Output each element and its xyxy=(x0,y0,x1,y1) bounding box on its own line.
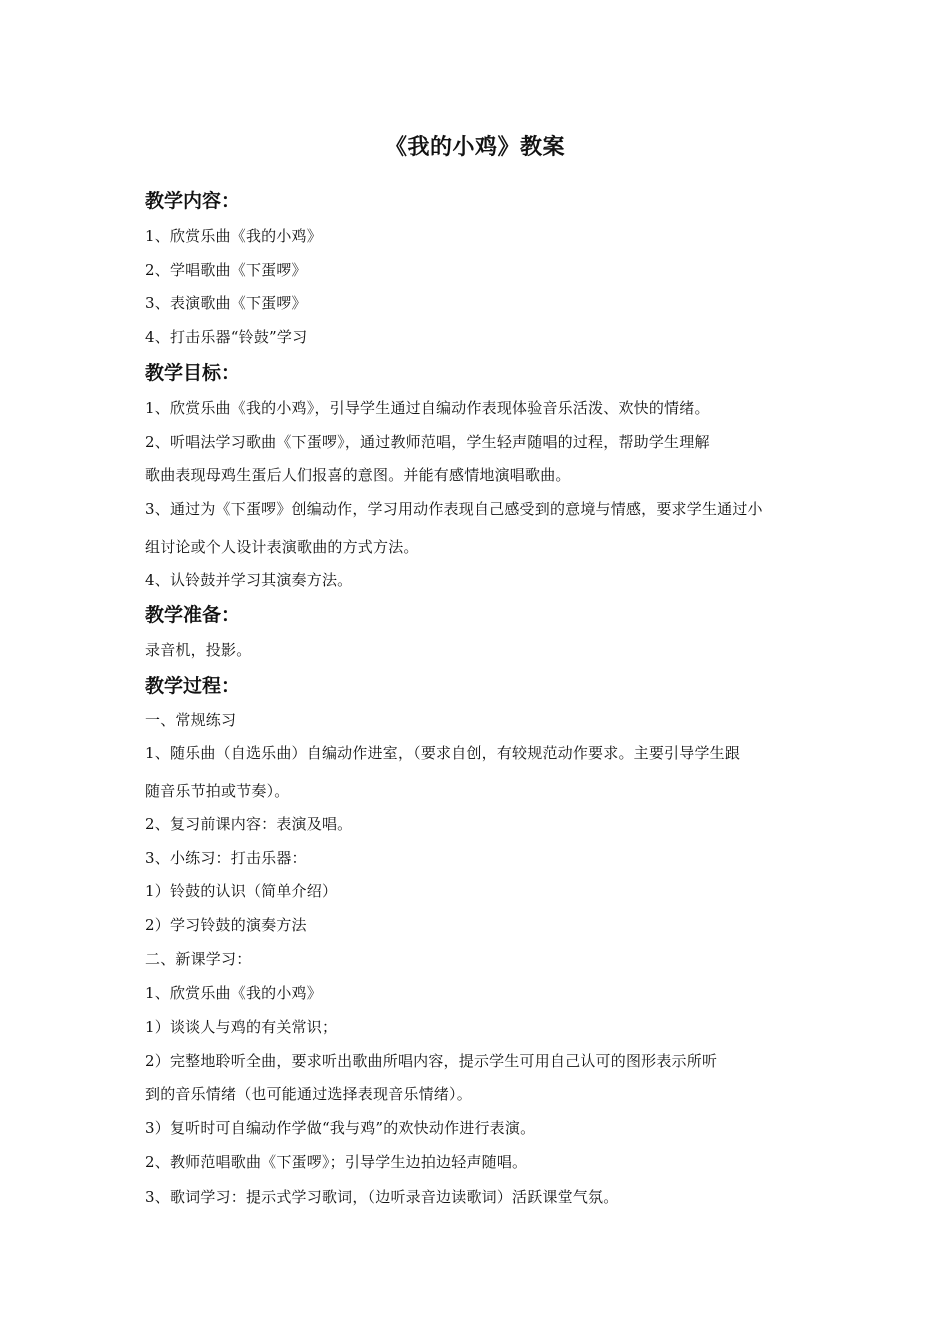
section-heading-content: 教学内容： xyxy=(145,190,241,212)
process-line: 随音乐节拍或节奏）。 xyxy=(145,782,290,800)
goals-line: 4、认铃鼓并学习其演奏方法。 xyxy=(145,571,353,589)
process-line: 二、新课学习： xyxy=(145,950,252,968)
process-line: 1、欣赏乐曲《我的小鸡》 xyxy=(145,984,322,1002)
section-heading-process: 教学过程： xyxy=(145,675,241,697)
content-line: 3、表演歌曲《下蛋啰》 xyxy=(145,294,307,312)
goals-line: 2、听唱法学习歌曲《下蛋啰》，通过教师范唱，学生轻声随唱的过程，帮助学生理解 xyxy=(145,433,710,451)
process-line: 2、教师范唱歌曲《下蛋啰》；引导学生边拍边轻声随唱。 xyxy=(145,1153,528,1171)
section-heading-goals: 教学目标： xyxy=(145,362,241,384)
content-line: 2、学唱歌曲《下蛋啰》 xyxy=(145,261,307,279)
process-line: 2）完整地聆听全曲，要求听出歌曲所唱内容，提示学生可用自己认可的图形表示所听 xyxy=(145,1052,718,1070)
goals-line: 歌曲表现母鸡生蛋后人们报喜的意图。并能有感情地演唱歌曲。 xyxy=(145,466,571,484)
process-line: 3）复听时可自编动作学做“我与鸡”的欢快动作进行表演。 xyxy=(145,1119,536,1137)
process-line: 1）铃鼓的认识（简单介绍） xyxy=(145,882,338,900)
document-title: 《我的小鸡》教案 xyxy=(384,135,565,160)
process-line: 一、常规练习 xyxy=(145,711,237,729)
goals-line: 组讨论或个人设计表演歌曲的方式方法。 xyxy=(145,538,419,556)
process-line: 到的音乐情绪（也可能通过选择表现音乐情绪）。 xyxy=(145,1085,472,1103)
prep-line: 录音机，投影。 xyxy=(145,641,252,659)
content-line: 1、欣赏乐曲《我的小鸡》 xyxy=(145,227,322,245)
process-line: 1）谈谈人与鸡的有关常识； xyxy=(145,1018,338,1036)
process-line: 1、随乐曲（自选乐曲）自编动作进室，（要求自创，有较规范动作要求。主要引导学生跟 xyxy=(145,744,741,762)
section-heading-prep: 教学准备： xyxy=(145,604,241,626)
content-line: 4、打击乐器“铃鼓”学习 xyxy=(145,328,308,346)
goals-line: 1、欣赏乐曲《我的小鸡》，引导学生通过自编动作表现体验音乐活泼、欢快的情绪。 xyxy=(145,399,710,417)
goals-line: 3、通过为《下蛋啰》创编动作，学习用动作表现自己感受到的意境与情感，要求学生通过小 xyxy=(145,500,763,518)
process-line: 2、复习前课内容：表演及唱。 xyxy=(145,815,353,833)
process-line: 2）学习铃鼓的演奏方法 xyxy=(145,916,307,934)
process-line: 3、小练习：打击乐器： xyxy=(145,849,307,867)
process-line: 3、歌词学习：提示式学习歌词，（边听录音边读歌词）活跃课堂气氛。 xyxy=(145,1188,619,1206)
